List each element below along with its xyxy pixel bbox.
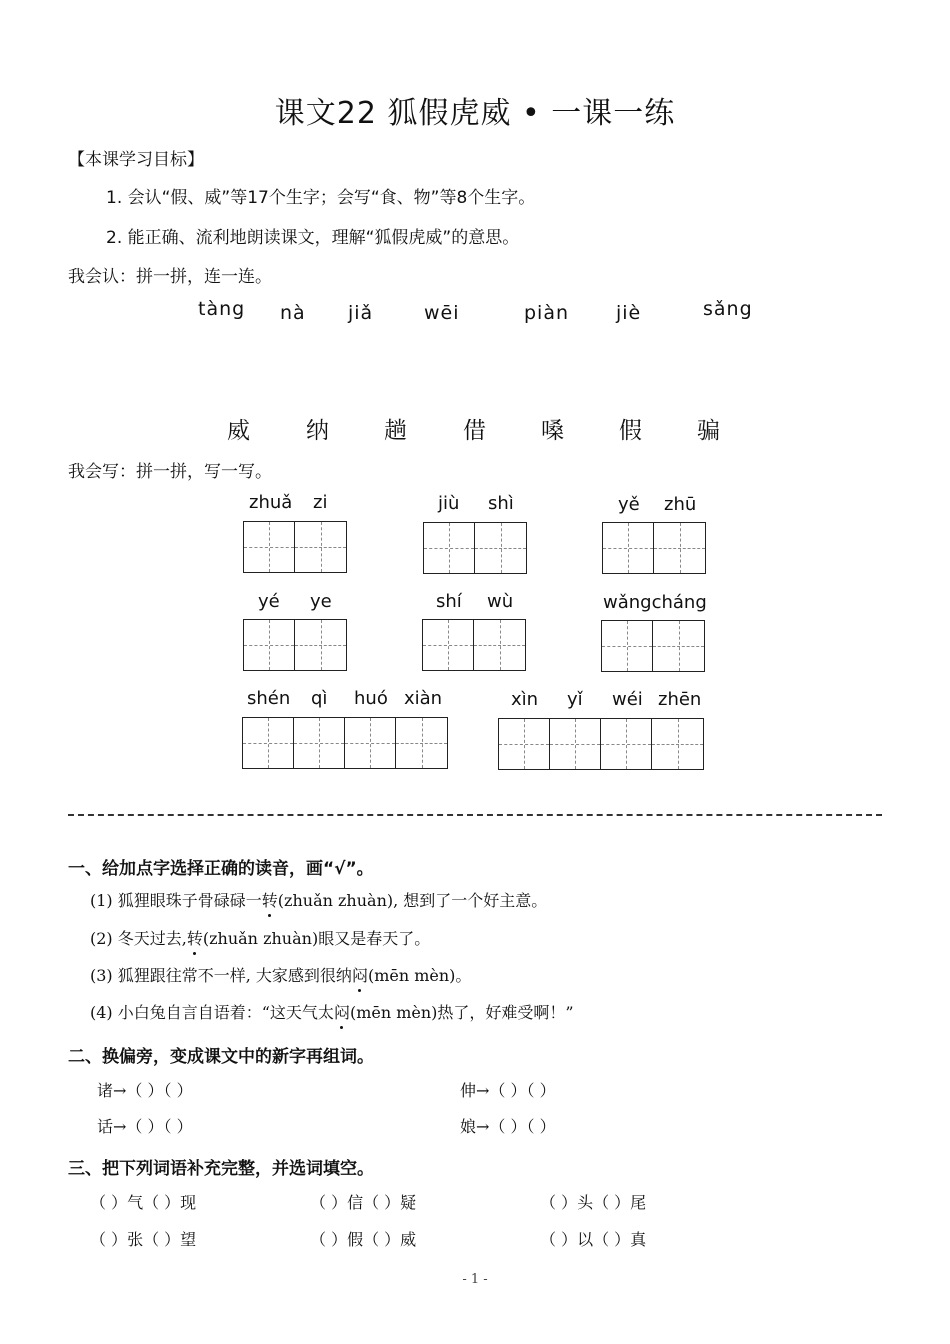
- grid-cell[interactable]: [499, 719, 550, 769]
- recognize-character: 嗓: [541, 418, 564, 444]
- write-pinyin: zhū: [664, 494, 697, 515]
- writing-grid[interactable]: [422, 619, 526, 671]
- dotted-character: 转: [187, 926, 203, 949]
- grid-cell[interactable]: [345, 718, 396, 768]
- radical-change-item[interactable]: 伸→（ ）（ ）: [460, 1081, 556, 1100]
- idiom-fill-item[interactable]: （ ）头（ ）尾: [540, 1193, 647, 1212]
- recognize-pinyin: sǎng: [703, 298, 753, 320]
- question-1-heading: 一、给加点字选择正确的读音，画“√”。: [68, 859, 374, 879]
- recognize-character: 趟: [384, 418, 407, 444]
- grid-cell[interactable]: [396, 718, 447, 768]
- grid-cell[interactable]: [244, 522, 295, 572]
- item-text-before: (1) 狐狸眼珠子骨碌碌一: [90, 891, 262, 910]
- write-pinyin: wù: [487, 591, 514, 612]
- write-pinyin: yé: [258, 591, 280, 612]
- page-title: 课文22 狐假虎威 • 一课一练: [274, 96, 676, 131]
- recognize-character: 威: [227, 418, 250, 444]
- writing-grid[interactable]: [243, 521, 347, 573]
- grid-cell[interactable]: [654, 523, 705, 573]
- grid-cell[interactable]: [295, 620, 346, 670]
- write-pinyin: shì: [488, 493, 514, 514]
- write-pinyin: zi: [313, 492, 328, 513]
- recognize-character: 纳: [306, 418, 329, 444]
- idiom-fill-item[interactable]: （ ）信（ ）疑: [310, 1193, 417, 1212]
- recognize-pinyin: tàng: [198, 298, 246, 320]
- write-pinyin: wǎngcháng: [603, 592, 707, 613]
- writing-grid[interactable]: [498, 718, 704, 770]
- item-text-after: (zhuǎn zhuàn), 想到了一个好主意。: [277, 891, 548, 910]
- grid-cell[interactable]: [294, 718, 345, 768]
- grid-cell[interactable]: [550, 719, 601, 769]
- idiom-fill-item[interactable]: （ ）张（ ）望: [90, 1230, 197, 1249]
- question-1-item: [90, 888, 547, 911]
- grid-cell[interactable]: [423, 620, 474, 670]
- idiom-fill-item[interactable]: （ ）假（ ）威: [310, 1230, 417, 1249]
- question-1-item: [90, 1000, 574, 1023]
- item-text-after: (zhuǎn zhuàn)眼又是春天了。: [202, 929, 431, 948]
- question-1-item: [90, 926, 430, 949]
- goals-header: 【本课学习目标】: [68, 150, 204, 170]
- radical-change-item[interactable]: 娘→（ ）（ ）: [460, 1117, 556, 1136]
- write-pinyin: ye: [310, 591, 332, 612]
- recognize-character: 借: [463, 418, 486, 444]
- grid-cell[interactable]: [474, 620, 525, 670]
- writing-grid[interactable]: [602, 522, 706, 574]
- dotted-character: 转: [262, 888, 278, 911]
- dotted-character: 闷: [334, 1000, 350, 1023]
- page-number: - 1 -: [462, 1272, 488, 1287]
- write-label: 我会写：拼一拼，写一写。: [68, 462, 272, 482]
- grid-cell[interactable]: [601, 719, 652, 769]
- dotted-character: 闷: [352, 963, 368, 986]
- write-pinyin: wéi: [612, 689, 643, 710]
- item-text-after: (mēn mèn)热了，好难受啊！”: [349, 1003, 574, 1022]
- idiom-fill-item[interactable]: （ ）气（ ）现: [90, 1193, 197, 1212]
- recognize-pinyin: jiè: [616, 302, 642, 324]
- write-pinyin: zhuǎ: [249, 492, 293, 513]
- writing-grid[interactable]: [423, 522, 527, 574]
- recognize-character: 骗: [697, 418, 720, 444]
- goal-item: 2. 能正确、流利地朗读课文，理解“狐假虎威”的意思。: [106, 228, 520, 248]
- recognize-pinyin: wēi: [424, 302, 460, 324]
- item-text-after: (mēn mèn)。: [367, 966, 472, 985]
- write-pinyin: huó: [354, 688, 388, 709]
- grid-cell[interactable]: [295, 522, 346, 572]
- idiom-fill-item[interactable]: （ ）以（ ）真: [540, 1230, 647, 1249]
- recognize-label: 我会认：拼一拼，连一连。: [68, 267, 272, 287]
- item-text-before: (3) 狐狸跟往常不一样, 大家感到很纳: [90, 966, 352, 985]
- grid-cell[interactable]: [424, 523, 475, 573]
- item-text-before: (2) 冬天过去,: [90, 929, 187, 948]
- write-pinyin: yǐ: [567, 689, 583, 710]
- grid-cell[interactable]: [602, 621, 653, 671]
- grid-cell[interactable]: [603, 523, 654, 573]
- question-1-item: [90, 963, 471, 986]
- recognize-pinyin: nà: [280, 302, 306, 324]
- write-pinyin: yě: [618, 494, 640, 515]
- grid-cell[interactable]: [653, 621, 704, 671]
- radical-change-item[interactable]: 话→（ ）（ ）: [97, 1117, 193, 1136]
- goal-item: 1. 会认“假、威”等17个生字；会写“食、物”等8个生字。: [106, 188, 536, 208]
- section-divider: [68, 814, 882, 816]
- question-2-heading: 二、换偏旁，变成课文中的新字再组词。: [68, 1047, 374, 1067]
- grid-cell[interactable]: [243, 718, 294, 768]
- write-pinyin: shén: [247, 688, 291, 709]
- write-pinyin: qì: [311, 688, 328, 709]
- radical-change-item[interactable]: 诸→（ ）（ ）: [97, 1081, 193, 1100]
- grid-cell[interactable]: [652, 719, 703, 769]
- question-3-heading: 三、把下列词语补充完整，并选词填空。: [68, 1159, 374, 1179]
- write-pinyin: shí: [436, 591, 462, 612]
- grid-cell[interactable]: [475, 523, 526, 573]
- write-pinyin: jiù: [438, 493, 460, 514]
- writing-grid[interactable]: [242, 717, 448, 769]
- recognize-character: 假: [619, 418, 642, 444]
- write-pinyin: zhēn: [658, 689, 702, 710]
- recognize-pinyin: piàn: [524, 302, 570, 324]
- grid-cell[interactable]: [244, 620, 295, 670]
- item-text-before: (4) 小白兔自言自语着：“这天气太: [90, 1003, 334, 1022]
- recognize-pinyin: jiǎ: [348, 302, 374, 324]
- writing-grid[interactable]: [243, 619, 347, 671]
- write-pinyin: xìn: [511, 689, 539, 710]
- write-pinyin: xiàn: [404, 688, 443, 709]
- writing-grid[interactable]: [601, 620, 705, 672]
